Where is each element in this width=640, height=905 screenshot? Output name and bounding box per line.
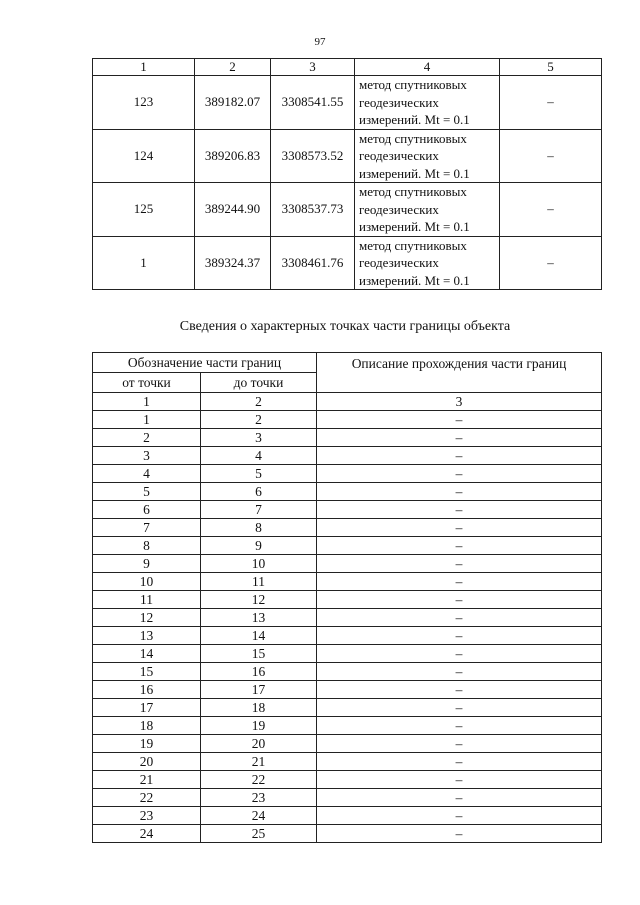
- column-number: 1: [93, 393, 201, 411]
- from-point-cell: 12: [93, 609, 201, 627]
- column-header: 1: [93, 59, 195, 76]
- table-cell: 1: [93, 236, 195, 290]
- method-cell: [355, 183, 500, 237]
- header-group: Обозначение части границ: [93, 353, 317, 373]
- table-row: [93, 573, 602, 591]
- table-row: [93, 681, 602, 699]
- border-header-row: [93, 353, 602, 373]
- to-point-cell: 24: [201, 807, 317, 825]
- page-number: 97: [314, 36, 326, 48]
- description-cell: –: [317, 447, 602, 465]
- table-row: [93, 76, 602, 130]
- coordinates-header-row: [93, 59, 602, 76]
- to-point-cell: 22: [201, 771, 317, 789]
- method-cell: [355, 236, 500, 290]
- description-cell: –: [317, 591, 602, 609]
- from-point-cell: 3: [93, 447, 201, 465]
- from-point-cell: 10: [93, 573, 201, 591]
- from-point-cell: 15: [93, 663, 201, 681]
- to-point-cell: 12: [201, 591, 317, 609]
- description-cell: –: [317, 717, 602, 735]
- description-cell: –: [317, 735, 602, 753]
- method-line: измерений. Mt = 0.1: [359, 112, 470, 127]
- method-line: метод спутниковых: [359, 184, 467, 199]
- description-cell: –: [317, 699, 602, 717]
- table-row: [93, 663, 602, 681]
- table-row: [93, 771, 602, 789]
- method-line: геодезических: [359, 201, 439, 217]
- description-cell: –: [317, 555, 602, 573]
- description-cell: –: [317, 645, 602, 663]
- to-point-cell: 19: [201, 717, 317, 735]
- table-row: [93, 717, 602, 735]
- method-cell: [355, 129, 500, 183]
- from-point-cell: 5: [93, 483, 201, 501]
- column-header: 2: [195, 59, 271, 76]
- to-point-cell: 15: [201, 645, 317, 663]
- column-number: 2: [201, 393, 317, 411]
- table-cell: 3308461.76: [271, 236, 355, 290]
- description-cell: –: [317, 789, 602, 807]
- border-number-row: [93, 393, 602, 411]
- table-row: [93, 825, 602, 843]
- table-row: [93, 183, 602, 237]
- from-point-cell: 1: [93, 411, 201, 429]
- description-cell: –: [317, 573, 602, 591]
- table-row: [93, 483, 602, 501]
- table-row: [93, 807, 602, 825]
- description-cell: –: [317, 609, 602, 627]
- table-row: [93, 789, 602, 807]
- table-cell: 389324.37: [195, 236, 271, 290]
- from-point-cell: 24: [93, 825, 201, 843]
- method-line: метод спутниковых: [359, 237, 467, 253]
- table-row: [93, 465, 602, 483]
- border-points-table: [92, 352, 602, 843]
- to-point-cell: 18: [201, 699, 317, 717]
- description-cell: –: [317, 411, 602, 429]
- from-point-cell: 21: [93, 771, 201, 789]
- description-cell: –: [317, 483, 602, 501]
- header-description: Описание прохождения части границ: [317, 353, 602, 393]
- from-point-cell: 9: [93, 555, 201, 573]
- method-line: геодезических: [359, 255, 439, 270]
- description-cell: –: [317, 519, 602, 537]
- header-to: до точки: [201, 373, 317, 393]
- description-cell: –: [317, 807, 602, 825]
- from-point-cell: 4: [93, 465, 201, 483]
- description-cell: –: [317, 753, 602, 771]
- table-row: [93, 645, 602, 663]
- from-point-cell: 22: [93, 789, 201, 807]
- description-cell: –: [317, 681, 602, 699]
- header-from: от точки: [93, 373, 201, 393]
- method-line: метод спутниковых: [359, 77, 467, 92]
- to-point-cell: 23: [201, 789, 317, 807]
- from-point-cell: 6: [93, 501, 201, 519]
- table-cell: 123: [93, 76, 195, 130]
- description-cell: –: [317, 771, 602, 789]
- table-cell: 3308573.52: [271, 129, 355, 183]
- from-point-cell: 7: [93, 519, 201, 537]
- table-cell: –: [500, 76, 602, 130]
- from-point-cell: 14: [93, 645, 201, 663]
- table-row: [93, 555, 602, 573]
- method-line: геодезических: [359, 94, 439, 110]
- table-row: [93, 447, 602, 465]
- table-cell: 3308541.55: [271, 76, 355, 130]
- table-cell: 3308537.73: [271, 183, 355, 237]
- to-point-cell: 13: [201, 609, 317, 627]
- table-row: [93, 609, 602, 627]
- from-point-cell: 13: [93, 627, 201, 645]
- table-cell: –: [500, 129, 602, 183]
- description-cell: –: [317, 627, 602, 645]
- table-row: [93, 735, 602, 753]
- table-row: [93, 236, 602, 290]
- from-point-cell: 20: [93, 753, 201, 771]
- from-point-cell: 23: [93, 807, 201, 825]
- to-point-cell: 4: [201, 447, 317, 465]
- from-point-cell: 8: [93, 537, 201, 555]
- table-cell: 125: [93, 183, 195, 237]
- to-point-cell: 8: [201, 519, 317, 537]
- table-cell: 124: [93, 129, 195, 183]
- table-cell: –: [500, 183, 602, 237]
- description-cell: –: [317, 825, 602, 843]
- from-point-cell: 16: [93, 681, 201, 699]
- method-line: геодезических: [359, 148, 439, 163]
- method-line: метод спутниковых: [359, 130, 467, 146]
- table-row: [93, 591, 602, 609]
- column-header: 5: [500, 59, 602, 76]
- to-point-cell: 17: [201, 681, 317, 699]
- column-header: 4: [355, 59, 500, 76]
- column-number: 3: [317, 393, 602, 411]
- to-point-cell: 5: [201, 465, 317, 483]
- to-point-cell: 6: [201, 483, 317, 501]
- table-cell: 389206.83: [195, 129, 271, 183]
- table-row: [93, 429, 602, 447]
- table-row: [93, 501, 602, 519]
- to-point-cell: 16: [201, 663, 317, 681]
- to-point-cell: 2: [201, 411, 317, 429]
- to-point-cell: 20: [201, 735, 317, 753]
- description-cell: –: [317, 465, 602, 483]
- method-line: измерений. Mt = 0.1: [359, 165, 470, 181]
- table-row: [93, 699, 602, 717]
- to-point-cell: 9: [201, 537, 317, 555]
- from-point-cell: 2: [93, 429, 201, 447]
- to-point-cell: 21: [201, 753, 317, 771]
- to-point-cell: 11: [201, 573, 317, 591]
- table-row: [93, 627, 602, 645]
- coordinates-table: [92, 58, 602, 290]
- table-cell: –: [500, 236, 602, 290]
- from-point-cell: 19: [93, 735, 201, 753]
- to-point-cell: 10: [201, 555, 317, 573]
- description-cell: –: [317, 501, 602, 519]
- to-point-cell: 3: [201, 429, 317, 447]
- method-line: измерений. Mt = 0.1: [359, 272, 470, 288]
- to-point-cell: 14: [201, 627, 317, 645]
- from-point-cell: 18: [93, 717, 201, 735]
- table-row: [93, 129, 602, 183]
- method-cell: [355, 76, 500, 130]
- section-title: Сведения о характерных точках части границы объекта: [179, 319, 511, 334]
- column-header: 3: [271, 59, 355, 76]
- table-row: [93, 519, 602, 537]
- description-cell: –: [317, 537, 602, 555]
- from-point-cell: 17: [93, 699, 201, 717]
- to-point-cell: 25: [201, 825, 317, 843]
- method-line: измерений. Mt = 0.1: [359, 219, 470, 234]
- to-point-cell: 7: [201, 501, 317, 519]
- table-row: [93, 411, 602, 429]
- description-cell: –: [317, 429, 602, 447]
- table-row: [93, 537, 602, 555]
- table-cell: 389182.07: [195, 76, 271, 130]
- from-point-cell: 11: [93, 591, 201, 609]
- table-row: [93, 753, 602, 771]
- table-cell: 389244.90: [195, 183, 271, 237]
- description-cell: –: [317, 663, 602, 681]
